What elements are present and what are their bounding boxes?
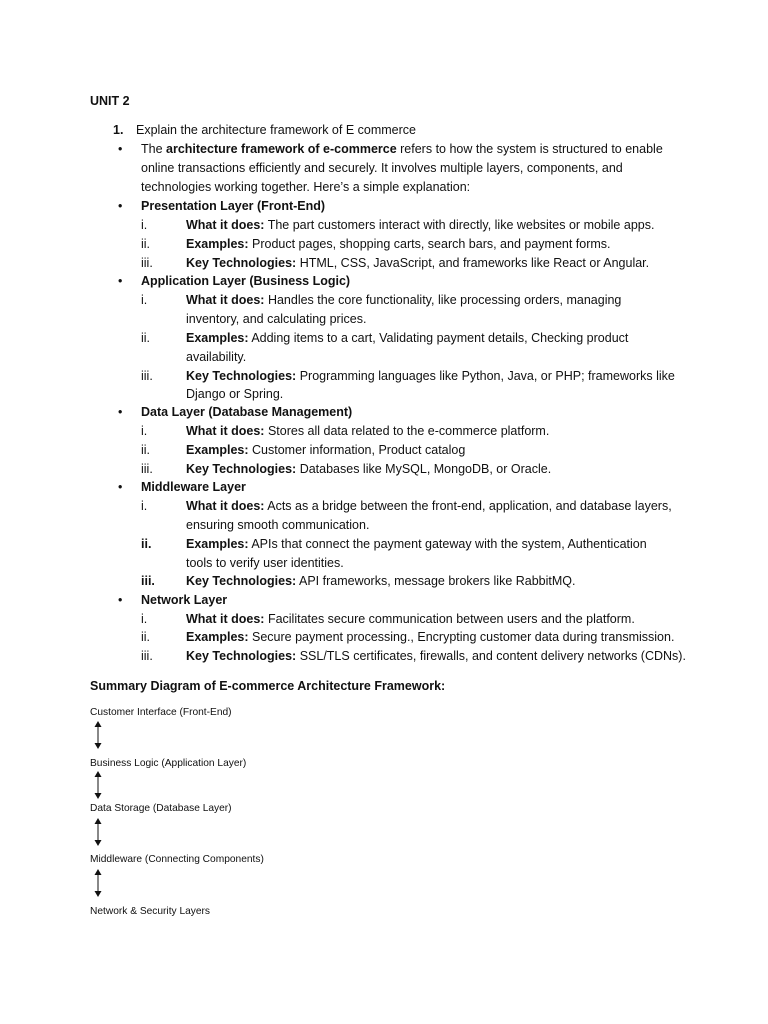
- item-line: [186, 254, 649, 273]
- diagram-node-database: Data Storage (Database Layer): [90, 803, 232, 814]
- item-line: [186, 329, 628, 348]
- item-number: ii.: [141, 630, 151, 644]
- item-text: APIs that connect the payment gateway with the system, Authentication: [248, 537, 647, 551]
- layer-bullet: •: [118, 274, 123, 288]
- question-number: 1.: [113, 123, 124, 137]
- item-label: Key Technologies:: [186, 649, 297, 663]
- layer-title-application: Application Layer (Business Logic): [141, 274, 351, 288]
- item-label: Key Technologies:: [186, 574, 297, 588]
- item-line: [186, 291, 621, 310]
- item-number: i.: [141, 612, 148, 626]
- item-number: i.: [141, 499, 148, 513]
- layer-bullet: •: [118, 480, 123, 494]
- layer-bullet: •: [118, 199, 123, 213]
- layer-bullet: •: [118, 405, 123, 419]
- layer-title-data: Data Layer (Database Management): [141, 405, 353, 419]
- item-number: iii.: [141, 462, 153, 476]
- layer-title-middleware: Middleware Layer: [141, 480, 246, 494]
- intro-bold-term: architecture framework of e-commerce: [166, 142, 397, 156]
- item-label: Examples:: [186, 331, 249, 345]
- item-label: Examples:: [186, 537, 249, 551]
- intro-line-2: online transactions efficiently and securely. It involves multiple layers, components, and: [141, 161, 623, 175]
- item-line: [186, 422, 549, 441]
- item-line: [186, 572, 575, 591]
- diagram-node-network: Network & Security Layers: [90, 906, 211, 917]
- layer-title-network: Network Layer: [141, 593, 228, 607]
- item-label: Key Technologies:: [186, 369, 297, 383]
- item-number: iii.: [141, 256, 153, 270]
- intro-line-1: [141, 140, 663, 159]
- item-label: Key Technologies:: [186, 462, 297, 476]
- item-number: iii.: [141, 369, 153, 383]
- item-number: ii.: [141, 443, 151, 457]
- diagram-node-application: Business Logic (Application Layer): [90, 758, 247, 769]
- item-label: Key Technologies:: [186, 256, 297, 270]
- item-line: [186, 628, 674, 647]
- item-continuation: availability.: [186, 350, 247, 364]
- item-number: ii.: [141, 537, 152, 551]
- item-continuation: Django or Spring.: [186, 387, 284, 401]
- layer-bullet: •: [118, 593, 123, 607]
- item-number: ii.: [141, 237, 151, 251]
- item-continuation: tools to verify user identities.: [186, 556, 344, 570]
- intro-line-3: technologies working together. Here’s a simple explanation:: [141, 180, 471, 194]
- item-label: What it does:: [186, 424, 265, 438]
- double-arrow-icon: [92, 770, 104, 800]
- item-text: Facilitates secure communication between users and the platform.: [264, 612, 635, 626]
- item-line: [186, 610, 635, 629]
- item-line: [186, 216, 654, 235]
- item-text: Customer information, Product catalog: [248, 443, 466, 457]
- item-text: API frameworks, message brokers like RabbitMQ.: [296, 574, 576, 588]
- item-text: Programming languages like Python, Java, or PHP; frameworks like: [296, 369, 675, 383]
- item-label: Examples:: [186, 443, 249, 457]
- item-text: Product pages, shopping carts, search bars, and payment forms.: [248, 237, 611, 251]
- item-label: What it does:: [186, 293, 265, 307]
- diagram-node-front-end: Customer Interface (Front-End): [90, 707, 232, 718]
- item-text: Acts as a bridge between the front-end, application, and database layers,: [264, 499, 672, 513]
- item-label: Examples:: [186, 237, 249, 251]
- item-line: [186, 535, 647, 554]
- item-number: i.: [141, 218, 148, 232]
- item-text: Secure payment processing., Encrypting customer data during transmission.: [248, 630, 675, 644]
- item-continuation: inventory, and calculating prices.: [186, 312, 367, 326]
- item-text: Stores all data related to the e-commerce platform.: [264, 424, 550, 438]
- item-line: [186, 441, 465, 460]
- summary-title: Summary Diagram of E-commerce Architecture Framework:: [90, 679, 446, 693]
- item-label: What it does:: [186, 612, 265, 626]
- diagram-node-middleware: Middleware (Connecting Components): [90, 854, 264, 865]
- item-text: The part customers interact with directly, like websites or mobile apps.: [264, 218, 655, 232]
- layer-title-presentation: Presentation Layer (Front-End): [141, 199, 326, 213]
- item-number: iii.: [141, 574, 155, 588]
- item-line: [186, 235, 611, 254]
- item-line: [186, 647, 686, 666]
- item-text: Databases like MySQL, MongoDB, or Oracle.: [296, 462, 552, 476]
- intro-line-1-rest: refers to how the system is structured to enable: [396, 142, 663, 156]
- intro-pre: The: [141, 142, 167, 156]
- item-line: [186, 367, 675, 386]
- item-label: What it does:: [186, 218, 265, 232]
- item-number: i.: [141, 293, 148, 307]
- item-text: Adding items to a cart, Validating payment details, Checking product: [248, 331, 629, 345]
- unit-title: UNIT 2: [90, 94, 130, 108]
- item-text: SSL/TLS certificates, firewalls, and content delivery networks (CDNs).: [296, 649, 686, 663]
- item-label: Examples:: [186, 630, 249, 644]
- item-continuation: ensuring smooth communication.: [186, 518, 370, 532]
- double-arrow-icon: [92, 868, 104, 898]
- item-text: Handles the core functionality, like processing orders, managing: [264, 293, 622, 307]
- item-line: [186, 460, 551, 479]
- item-number: i.: [141, 424, 148, 438]
- double-arrow-icon: [92, 817, 104, 847]
- double-arrow-icon: [92, 720, 104, 750]
- item-line: [186, 497, 672, 516]
- item-label: What it does:: [186, 499, 265, 513]
- question-text: Explain the architecture framework of E commerce: [136, 123, 416, 137]
- item-number: iii.: [141, 649, 153, 663]
- item-text: HTML, CSS, JavaScript, and frameworks like React or Angular.: [296, 256, 650, 270]
- intro-bullet: •: [118, 142, 123, 156]
- item-number: ii.: [141, 331, 151, 345]
